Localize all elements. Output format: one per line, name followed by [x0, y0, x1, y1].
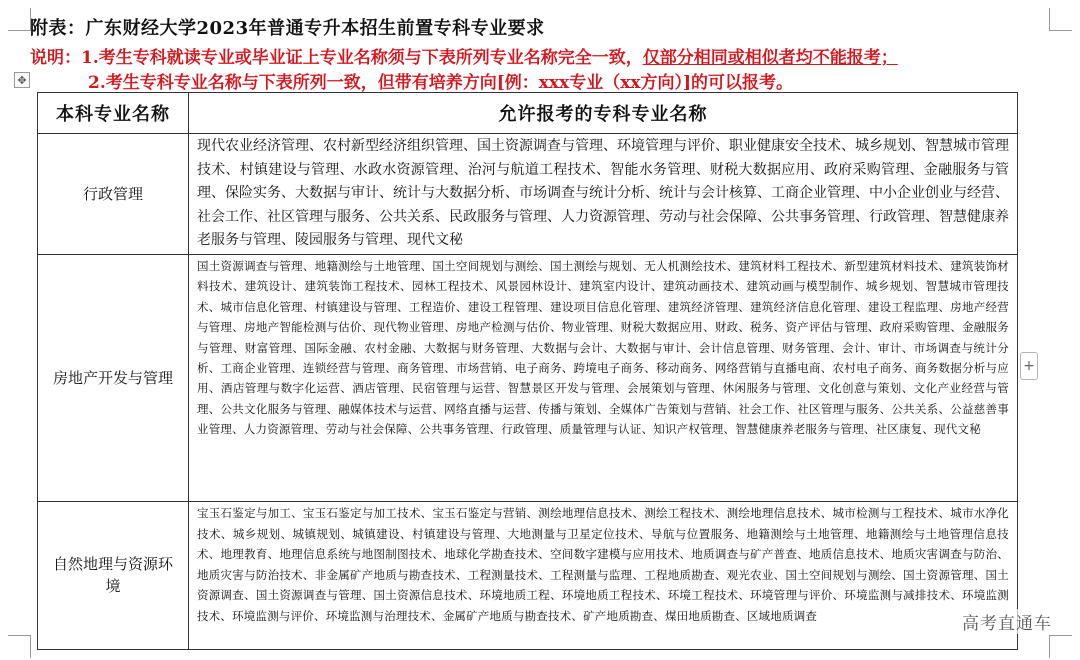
row-undergrad-major: 自然地理与资源环境 [38, 501, 189, 649]
note-line-1 [30, 43, 898, 68]
document-title: 附表：广东财经大学2023年普通专升本招生前置专科专业要求 [30, 18, 545, 39]
row-allowed-majors: 国土资源调查与管理、地籍测绘与土地管理、国土空间规划与测绘、国土测绘与规划、无人机测绘技术、建筑材料工程技术、新型建筑材料技术、建筑装饰材料技术、建筑设计、建筑装饰工程技术、园林工程技术、风景园林设计、建筑室内设计、建筑动画技术、建筑动画与模型制作、城乡规划、智慧城市管理技术、城市信息化管理、村镇建设与管理、工程造价、建设工程管理、建设项目信息化管理、建筑经济管理、建筑经济信息化管理、建设工程监理、房地产经营与管理、房地产智能检测与估价、现代物业管理、房地产检测与估价、物业管理、财税大数据应用、财政、税务、资产评估与管理、政府采购管理、金融服务与管理、财富管理、国际金融、农村金融、大数据与财务管理、大数据与会计、大数据与审计、会计信息管理、财务管理、会计、审计、市场调查与统计分析、工商企业管理、连锁经营与管理、商务管理、市场营销、电子商务、跨境电子商务、移动商务、网络营销与直播电商、农村电子商务、商务数据分析与应用、酒店管理与数字化运营、酒店管理、民宿管理与运营、智慧景区开发与管理、会展策划与管理、休闲服务与管理、文化创意与策划、文化产业经营与管理、公共文化服务与管理、融媒体技术与运营、网络直播与运营、传播与策划、全媒体广告策划与营销、社会工作、社区管理与服务、公共关系、公益慈善事业管理、人力资源管理、劳动与社会保障、公共事务管理、行政管理、质量管理与认证、知识产权管理、智慧健康养老服务与管理、社区康复、现代文秘 [189, 254, 1018, 501]
note-line-1-text: 说明：1.考生专科就读专业或毕业证上专业名称须与下表所列专业名称完全一致， [30, 48, 643, 68]
table-row [38, 501, 1018, 649]
table-row [38, 254, 1018, 501]
header-allowed-majors: 允许报考的专科专业名称 [189, 93, 1018, 134]
table-row [38, 134, 1018, 255]
add-row-plus-icon[interactable]: + [1020, 352, 1038, 380]
row-undergrad-major: 行政管理 [38, 134, 189, 255]
crop-mark-bottom-left [8, 635, 31, 658]
header-undergrad-major: 本科专业名称 [38, 93, 189, 134]
watermark: 高考直通车 [960, 609, 1054, 634]
table-move-handle-icon[interactable]: ✥ [14, 72, 30, 88]
row-allowed-majors: 现代农业经济管理、农村新型经济组织管理、国土资源调查与管理、环境管理与评价、职业健康安全技术、城乡规划、智慧城市管理技术、村镇建设与管理、水政水资源管理、治河与航道工程技术、智能水务管理、财税大数据应用、政府采购管理、金融服务与管理、保险实务、大数据与审计、统计与大数据分析、市场调查与统计分析、统计与会计核算、工商企业管理、中小企业创业与经营、社会工作、社区管理与服务、公共关系、民政服务与管理、人力资源管理、劳动与社会保障、公共事务管理、行政管理、智慧健康养老服务与管理、陵园服务与管理、现代文秘 [189, 134, 1018, 255]
crop-mark-bottom-right [1049, 635, 1072, 658]
row-allowed-majors: 宝玉石鉴定与加工、宝玉石鉴定与加工技术、宝玉石鉴定与营销、测绘地理信息技术、测绘工程技术、测绘地理信息技术、城市检测与工程技术、城市水净化技术、城乡规划、城镇规划、城镇建设、村镇建设与管理、大地测量与卫星定位技术、导航与位置服务、地籍测绘与土地管理、地籍测绘与土地管理信息技术、地理教育、地理信息系统与地图制图技术、地球化学勘查技术、空间数字建模与应用技术、地质调查与矿产普查、地质信息技术、地质灾害调查与防治、地质灾害与防治技术、非金属矿产地质与勘查技术、工程测量技术、工程测量与监理、工程地质勘查、观光农业、国土空间规划与测绘、国土资源管理、国土资源调查、国土资源调查与管理、国土资源信息技术、环境地质工程、环境地质工程技术、环境工程技术、环境管理与评价、环境监测与减排技术、环境监测技术、环境监测与评价、环境监测与治理技术、金属矿产地质与勘查技术、矿产地质勘查、煤田地质勘查、区域地质调查 [189, 501, 1018, 649]
crop-mark-top-left [8, 8, 31, 31]
note-line-2: 2.考生专科专业名称与下表所列一致，但带有培养方向[例：xxx专业（xx方向）]的可以报考。 [88, 73, 794, 93]
row-undergrad-major: 房地产开发与管理 [38, 254, 189, 501]
table-header-row [38, 93, 1018, 134]
majors-table [37, 92, 1018, 650]
note-line-1-highlight: 仅部分相同或相似者均不能报考； [642, 48, 898, 68]
crop-mark-top-right [1049, 8, 1072, 31]
